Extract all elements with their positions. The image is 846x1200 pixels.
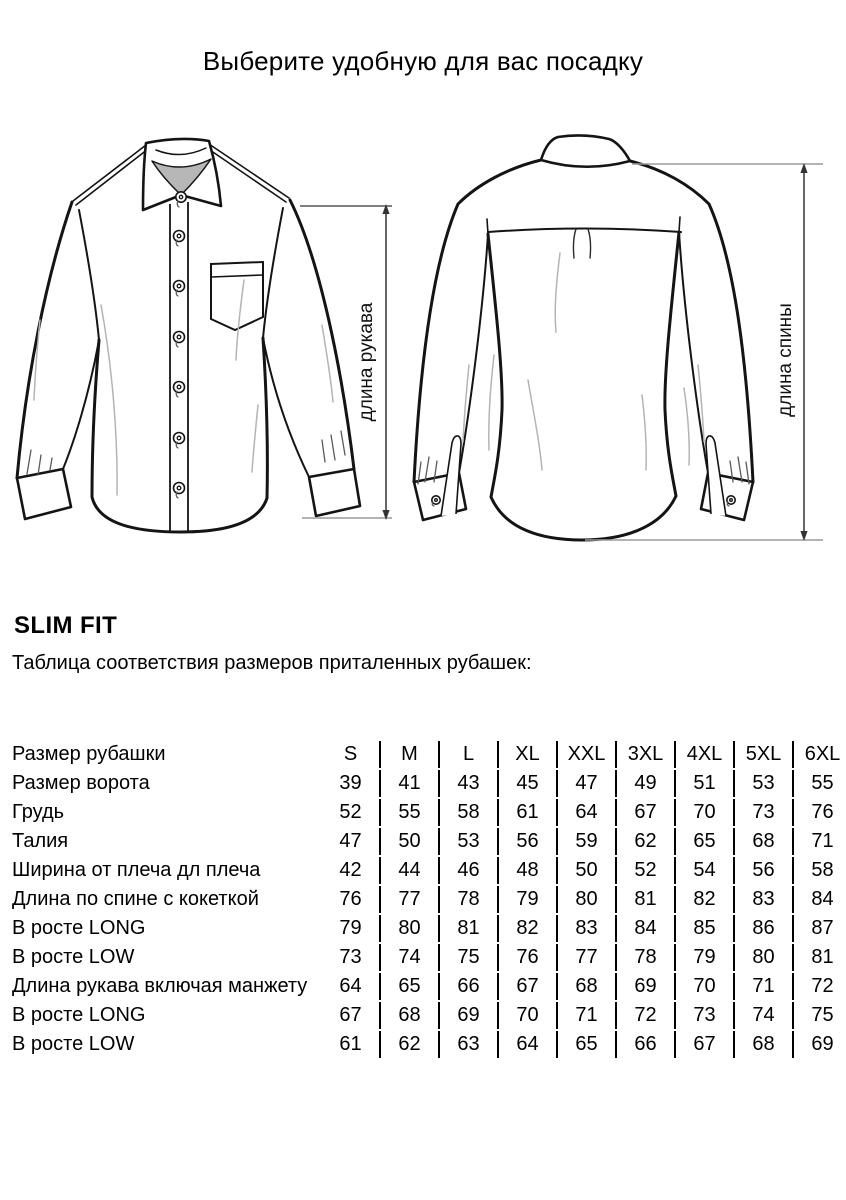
size-value: 84	[615, 915, 674, 942]
size-value: 48	[497, 857, 556, 884]
size-value: 68	[733, 1031, 792, 1058]
section-subtitle: Таблица соответствия размеров приталенных рубашек:	[12, 652, 532, 674]
front-shirt-drawing	[17, 139, 360, 532]
size-value: 78	[615, 944, 674, 971]
size-value: 47	[556, 770, 615, 797]
size-value: 58	[438, 799, 497, 826]
size-value: 79	[497, 886, 556, 913]
table-row	[12, 857, 846, 884]
size-value: 52	[615, 857, 674, 884]
front-right-sleeve-outline	[290, 200, 354, 469]
size-value: 64	[339, 975, 362, 997]
table-row	[12, 770, 846, 797]
size-value: 76	[497, 944, 556, 971]
size-value: 81	[615, 886, 674, 913]
size-value: 43	[438, 770, 497, 797]
row-label: В росте LONG	[12, 1004, 146, 1026]
size-value: 52	[339, 801, 362, 823]
front-collar-button	[176, 192, 186, 207]
size-value: 77	[556, 944, 615, 971]
row-label: Талия	[12, 830, 69, 852]
size-value: 56	[733, 857, 792, 884]
back-length-label: длина спины	[775, 303, 796, 417]
size-value: 64	[556, 799, 615, 826]
size-value: 47	[339, 830, 362, 852]
size-value: 76	[339, 888, 362, 910]
row-label: В росте LOW	[12, 1033, 135, 1055]
size-value: 65	[379, 973, 438, 1000]
size-value: 66	[615, 1031, 674, 1058]
size-value: 84	[792, 886, 846, 913]
size-value: 72	[792, 973, 846, 1000]
size-value: 69	[615, 973, 674, 1000]
size-value: 74	[379, 944, 438, 971]
size-value: 76	[792, 799, 846, 826]
size-table	[12, 739, 846, 1060]
size-value: 65	[556, 1031, 615, 1058]
size-value: 56	[497, 828, 556, 855]
size-value: 68	[556, 973, 615, 1000]
size-value: 5XL	[733, 741, 792, 768]
size-value: 50	[379, 828, 438, 855]
back-cuff-gathers	[418, 457, 749, 484]
size-value: 46	[438, 857, 497, 884]
size-value: M	[379, 741, 438, 768]
size-value: 67	[497, 973, 556, 1000]
size-value: 6XL	[792, 741, 846, 768]
back-yoke-seam	[488, 229, 681, 233]
size-value: 83	[556, 915, 615, 942]
size-value: 86	[733, 915, 792, 942]
size-value: 71	[556, 1002, 615, 1029]
back-right-sleeve-outline	[630, 161, 753, 482]
size-value: 80	[733, 944, 792, 971]
table-row	[12, 741, 846, 768]
size-value: L	[438, 741, 497, 768]
size-value: 54	[674, 857, 733, 884]
size-value: 81	[792, 944, 846, 971]
size-value: 72	[615, 1002, 674, 1029]
size-value: 44	[379, 857, 438, 884]
size-value: 42	[339, 859, 362, 881]
back-length-dimension	[585, 163, 823, 541]
size-value: 41	[379, 770, 438, 797]
size-value: XXL	[556, 741, 615, 768]
table-row	[12, 1002, 846, 1029]
size-value: 83	[733, 886, 792, 913]
size-value: 55	[792, 770, 846, 797]
front-right-sleeve-inner-seam	[263, 338, 309, 477]
section-heading: SLIM FIT	[14, 612, 118, 639]
row-label: Грудь	[12, 801, 65, 823]
size-value: XL	[497, 741, 556, 768]
size-value: 85	[674, 915, 733, 942]
table-row	[12, 886, 846, 913]
table-row	[12, 973, 846, 1000]
size-value: 87	[792, 915, 846, 942]
size-value: 51	[674, 770, 733, 797]
front-pocket-flap-seam	[211, 275, 263, 277]
size-value: 70	[497, 1002, 556, 1029]
size-value: 61	[339, 1033, 362, 1055]
size-value: 67	[339, 1004, 362, 1026]
back-left-sleeve-outline	[414, 160, 541, 482]
page-title: Выберите удобную для вас посадку	[202, 46, 644, 76]
table-row	[12, 915, 846, 942]
size-value: 59	[556, 828, 615, 855]
size-value: 79	[339, 917, 362, 939]
size-value: 4XL	[674, 741, 733, 768]
front-right-cuff	[309, 469, 360, 516]
size-value: 77	[379, 886, 438, 913]
size-value: 61	[497, 799, 556, 826]
size-value: 45	[497, 770, 556, 797]
size-value: 65	[674, 828, 733, 855]
row-label: Ширина от плеча дл плеча	[12, 859, 261, 881]
size-value: 80	[556, 886, 615, 913]
back-armhole-ticks	[487, 217, 680, 234]
size-value: 67	[615, 799, 674, 826]
size-value: 81	[438, 915, 497, 942]
size-value: 74	[733, 1002, 792, 1029]
size-value: 50	[556, 857, 615, 884]
size-value: 67	[674, 1031, 733, 1058]
size-value: 73	[339, 946, 362, 968]
size-value: 68	[733, 828, 792, 855]
table-row	[12, 1031, 846, 1058]
front-placket	[170, 202, 188, 531]
size-value: 39	[339, 772, 362, 794]
size-value: 75	[438, 944, 497, 971]
size-value: 70	[674, 973, 733, 1000]
size-value: 68	[379, 1002, 438, 1029]
size-value: 80	[379, 915, 438, 942]
back-body-outline	[488, 232, 679, 540]
front-left-cuff	[17, 469, 71, 519]
size-value: 49	[615, 770, 674, 797]
back-collar	[541, 135, 630, 166]
size-value: 53	[733, 770, 792, 797]
row-label: Размер рубашки	[12, 743, 166, 765]
size-value: 69	[792, 1031, 846, 1058]
size-value: 3XL	[615, 741, 674, 768]
size-value: 71	[792, 828, 846, 855]
size-value: 55	[379, 799, 438, 826]
size-value: 70	[674, 799, 733, 826]
table-row	[12, 944, 846, 971]
size-value: 53	[438, 828, 497, 855]
size-value: 69	[438, 1002, 497, 1029]
table-row	[12, 828, 846, 855]
size-table-body	[12, 741, 846, 1058]
size-value: 75	[792, 1002, 846, 1029]
table-row	[12, 799, 846, 826]
front-left-sleeve-outline	[17, 202, 72, 478]
size-value: 78	[438, 886, 497, 913]
size-value: 79	[674, 944, 733, 971]
sleeve-length-label: длина рукава	[356, 302, 377, 422]
row-label: Размер ворота	[12, 772, 150, 794]
size-value: 66	[438, 973, 497, 1000]
size-value: 71	[733, 973, 792, 1000]
front-left-armhole-seam	[79, 210, 99, 340]
row-label: В росте LONG	[12, 917, 146, 939]
size-value: 82	[674, 886, 733, 913]
back-box-pleat	[573, 229, 590, 258]
size-value: 63	[438, 1031, 497, 1058]
size-value: 82	[497, 915, 556, 942]
size-value: 73	[674, 1002, 733, 1029]
front-chest-pocket	[211, 262, 263, 330]
shirt-diagrams	[0, 110, 846, 580]
size-value: 64	[497, 1031, 556, 1058]
front-right-armhole-seam	[263, 208, 283, 338]
size-value: 58	[792, 857, 846, 884]
size-value: 62	[615, 828, 674, 855]
size-value: 73	[733, 799, 792, 826]
back-cuff-buttons	[432, 496, 735, 506]
size-value: 62	[379, 1031, 438, 1058]
front-buttons	[174, 231, 185, 499]
row-label: Длина по спине с кокеткой	[12, 888, 259, 910]
size-value: S	[343, 743, 358, 765]
back-shirt-drawing	[414, 135, 753, 540]
row-label: В росте LOW	[12, 946, 135, 968]
row-label: Длина рукава включая манжету	[12, 975, 308, 997]
